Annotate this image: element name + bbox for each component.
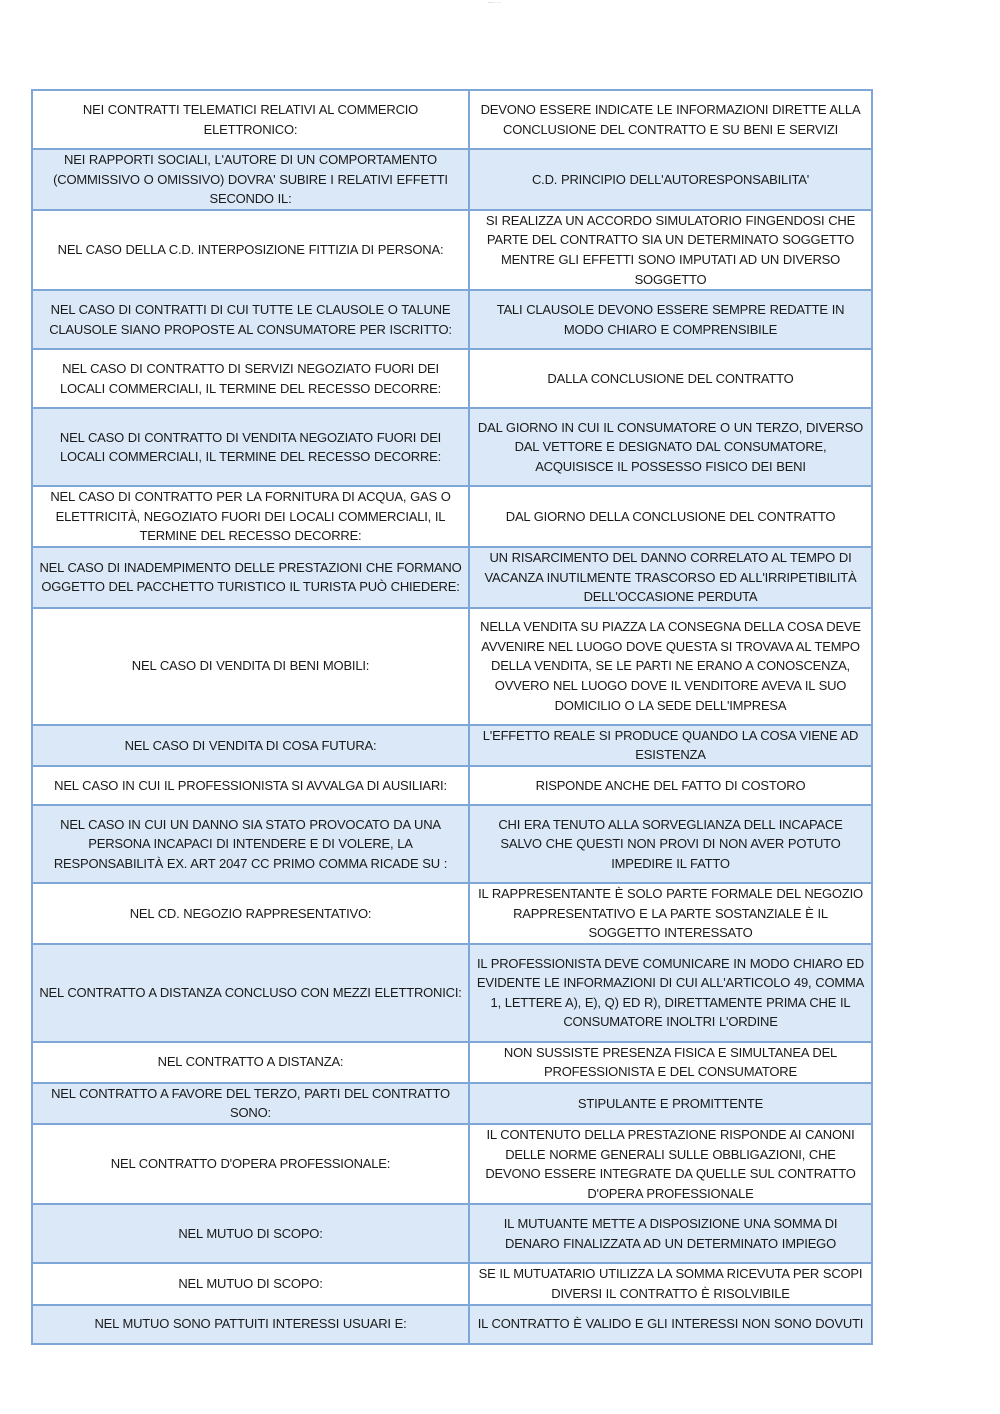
answer-cell: TALI CLAUSOLE DEVONO ESSERE SEMPRE REDATTE IN MODO CHIARO E COMPRENSIBILE [469,290,872,349]
answer-cell: IL CONTRATTO È VALIDO E GLI INTERESSI NON SONO DOVUTI [469,1305,872,1344]
question-cell: NEL CD. NEGOZIO RAPPRESENTATIVO: [32,883,469,944]
answer-cell: IL PROFESSIONISTA DEVE COMUNICARE IN MODO CHIARO ED EVIDENTE LE INFORMAZIONI DI CUI ALL'ARTICOLO 49, COMMA 1, LETTERE A), E), Q) ED R), DIRETTAMENTE PRIMA CHE IL CONSUMATORE INOLTRI L'ORDINE [469,944,872,1042]
question-cell: NEL CASO DELLA C.D. INTERPOSIZIONE FITTIZIA DI PERSONA: [32,210,469,290]
table-row [32,210,872,290]
question-cell: NEL CONTRATTO A DISTANZA: [32,1042,469,1083]
table-row [32,805,872,883]
table-row [32,725,872,766]
table-row [32,944,872,1042]
table-row [32,883,872,944]
table-row [32,1083,872,1124]
answer-cell: NELLA VENDITA SU PIAZZA LA CONSEGNA DELLA COSA DEVE AVVENIRE NEL LUOGO DOVE QUESTA SI TROVAVA AL TEMPO DELLA VENDITA, SE LE PARTI NE ERANO A CONOSCENZA, OVVERO NEL LUOGO DOVE IL VENDITORE AVEVA IL SUO DOMICILIO O LA SEDE DELL'IMPRESA [469,608,872,725]
answer-cell: DAL GIORNO DELLA CONCLUSIONE DEL CONTRATTO [469,486,872,547]
question-cell: NEL CASO DI CONTRATTO PER LA FORNITURA DI ACQUA, GAS O ELETTRICITÀ, NEGOZIATO FUORI DEI LOCALI COMMERCIALI, IL TERMINE DEL RECESSO DECORRE: [32,486,469,547]
answer-cell: IL RAPPRESENTANTE È SOLO PARTE FORMALE DEL NEGOZIO RAPPRESENTATIVO E LA PARTE SOSTANZIALE È IL SOGGETTO INTERESSATO [469,883,872,944]
table-row [32,408,872,486]
question-cell: NEL MUTUO DI SCOPO: [32,1263,469,1304]
answer-cell: C.D. PRINCIPIO DELL'AUTORESPONSABILITA' [469,149,872,210]
question-cell: NEI CONTRATTI TELEMATICI RELATIVI AL COMMERCIO ELETTRONICO: [32,90,469,149]
answer-cell: SI REALIZZA UN ACCORDO SIMULATORIO FINGENDOSI CHE PARTE DEL CONTRATTO SIA UN DETERMINATO SOGGETTO MENTRE GLI EFFETTI SONO IMPUTATI AD UN DIVERSO SOGGETTO [469,210,872,290]
table-row [32,547,872,608]
question-cell: NEL CASO IN CUI IL PROFESSIONISTA SI AVVALGA DI AUSILIARI: [32,766,469,805]
answer-cell: RISPONDE ANCHE DEL FATTO DI COSTORO [469,766,872,805]
qa-table [31,89,873,1345]
question-cell: NEL CASO DI VENDITA DI BENI MOBILI: [32,608,469,725]
answer-cell: IL MUTUANTE METTE A DISPOSIZIONE UNA SOMMA DI DENARO FINALIZZATA AD UN DETERMINATO IMPIEGO [469,1204,872,1263]
question-cell: NEI RAPPORTI SOCIALI, L'AUTORE DI UN COMPORTAMENTO (COMMISSIVO O OMISSIVO) DOVRA' SUBIRE I RELATIVI EFFETTI SECONDO IL: [32,149,469,210]
answer-cell: DAL GIORNO IN CUI IL CONSUMATORE O UN TERZO, DIVERSO DAL VETTORE E DESIGNATO DAL CONSUMATORE, ACQUISISCE IL POSSESSO FISICO DEI BENI [469,408,872,486]
table-row [32,290,872,349]
answer-cell: L'EFFETTO REALE SI PRODUCE QUANDO LA COSA VIENE AD ESISTENZA [469,725,872,766]
table-row [32,1124,872,1204]
answer-cell: SE IL MUTUATARIO UTILIZZA LA SOMMA RICEVUTA PER SCOPI DIVERSI IL CONTRATTO È RISOLVIBILE [469,1263,872,1304]
question-cell: NEL CONTRATTO A DISTANZA CONCLUSO CON MEZZI ELETTRONICI: [32,944,469,1042]
table-row [32,486,872,547]
question-cell: NEL CASO DI INADEMPIMENTO DELLE PRESTAZIONI CHE FORMANO OGGETTO DEL PACCHETTO TURISTICO IL TURISTA PUÒ CHIEDERE: [32,547,469,608]
answer-cell: IL CONTENUTO DELLA PRESTAZIONE RISPONDE AI CANONI DELLE NORME GENERALI SULLE OBBLIGAZIONI, CHE DEVONO ESSERE INTEGRATE DA QUELLE SUL CONTRATTO D'OPERA PROFESSIONALE [469,1124,872,1204]
table-row [32,149,872,210]
table-row [32,1042,872,1083]
table-row [32,1204,872,1263]
question-cell: NEL CONTRATTO A FAVORE DEL TERZO, PARTI DEL CONTRATTO SONO: [32,1083,469,1124]
question-cell: NEL CASO DI VENDITA DI COSA FUTURA: [32,725,469,766]
table-row [32,608,872,725]
answer-cell: DEVONO ESSERE INDICATE LE INFORMAZIONI DIRETTE ALLA CONCLUSIONE DEL CONTRATTO E SU BENI E SERVIZI [469,90,872,149]
question-cell: NEL MUTUO SONO PATTUITI INTERESSI USUARI E: [32,1305,469,1344]
question-cell: NEL CASO IN CUI UN DANNO SIA STATO PROVOCATO DA UNA PERSONA INCAPACI DI INTENDERE E DI VOLERE, LA RESPONSABILITÀ EX. ART 2047 CC PRIMO COMMA RICADE SU : [32,805,469,883]
page-header-mark: ── ····· [488,0,502,5]
table-row [32,1305,872,1344]
answer-cell: NON SUSSISTE PRESENZA FISICA E SIMULTANEA DEL PROFESSIONISTA E DEL CONSUMATORE [469,1042,872,1083]
answer-cell: UN RISARCIMENTO DEL DANNO CORRELATO AL TEMPO DI VACANZA INUTILMENTE TRASCORSO ED ALL'IRRIPETIBILITÀ DELL'OCCASIONE PERDUTA [469,547,872,608]
question-cell: NEL CONTRATTO D'OPERA PROFESSIONALE: [32,1124,469,1204]
table-row [32,1263,872,1304]
answer-cell: DALLA CONCLUSIONE DEL CONTRATTO [469,349,872,408]
question-cell: NEL CASO DI CONTRATTO DI VENDITA NEGOZIATO FUORI DEI LOCALI COMMERCIALI, IL TERMINE DEL RECESSO DECORRE: [32,408,469,486]
question-cell: NEL CASO DI CONTRATTI DI CUI TUTTE LE CLAUSOLE O TALUNE CLAUSOLE SIANO PROPOSTE AL CONSUMATORE PER ISCRITTO: [32,290,469,349]
answer-cell: CHI ERA TENUTO ALLA SORVEGLIANZA DELL INCAPACE SALVO CHE QUESTI NON PROVI DI NON AVER POTUTO IMPEDIRE IL FATTO [469,805,872,883]
question-cell: NEL CASO DI CONTRATTO DI SERVIZI NEGOZIATO FUORI DEI LOCALI COMMERCIALI, IL TERMINE DEL RECESSO DECORRE: [32,349,469,408]
table-row [32,766,872,805]
question-cell: NEL MUTUO DI SCOPO: [32,1204,469,1263]
answer-cell: STIPULANTE E PROMITTENTE [469,1083,872,1124]
table-row [32,349,872,408]
table-row [32,90,872,149]
